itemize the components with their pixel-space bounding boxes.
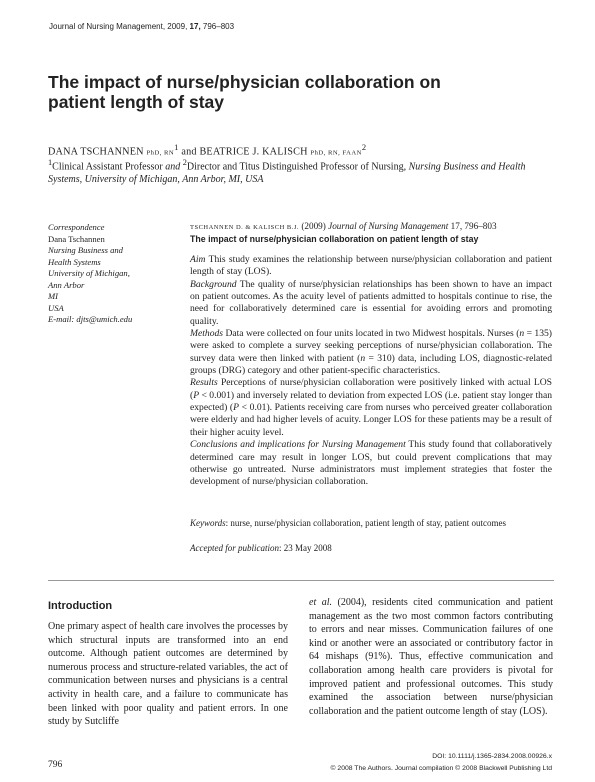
methods-text: = 310) data, including LOS, diagnostic-related groups (DRG) category and other patient-specific characteristics. (190, 352, 552, 377)
correspondence-line: USA (48, 302, 64, 313)
results-text: < 0.01). Patients receiving care from nurses who perceived greater collaboration were elderly and had higher levels of acuity. Longer LOS for these patients may be a result of their higher acuity level. (190, 402, 552, 438)
citation-journal: Journal of Nursing Management (328, 221, 449, 231)
citation-pages: 796–803 (464, 221, 497, 231)
abstract-conclusions (190, 439, 552, 488)
author-conjunction: and (178, 146, 200, 158)
methods-n: n (360, 352, 366, 364)
citation-line (190, 221, 497, 231)
methods-text: = 135) were asked to complete a survey seeking perceptions of nurse/physician collaboration. The survey data were then linked with patient ( (190, 328, 552, 364)
correspondence-label: Correspondence (48, 222, 105, 232)
abstract-aim (190, 254, 552, 279)
correspondence-block (48, 222, 178, 326)
affil-2-superscript: 2 (182, 158, 187, 167)
correspondence-line: Ann Arbor (48, 279, 85, 290)
aim-text: This study examines the relationship between nurse/physician collaboration and patient length of stay (LOS). (190, 254, 552, 278)
author-1-degrees: PhD, RN (146, 149, 175, 157)
accepted-label: Accepted for publication (190, 543, 279, 553)
results-text: < 0.001) and inversely related to deviation from expected LOS (i.e. patient stay longer than expected) ( (190, 389, 552, 414)
accepted-text: : 23 May 2008 (278, 543, 332, 553)
keywords (190, 518, 506, 528)
author-1-name: DANA TSCHANNEN (48, 146, 144, 158)
page-number: 796 (48, 760, 63, 770)
citation-authors: TSCHANNEN D. & KALISCH B.J. (190, 224, 300, 231)
accepted-date (190, 543, 332, 553)
results-p: P (233, 402, 239, 414)
aim-label: Aim (190, 254, 206, 265)
correspondence-line: MI (48, 291, 59, 301)
keywords-text: : nurse, nurse/physician collaboration, patient length of stay, patient outcomes (225, 518, 507, 528)
correspondence-line: Health Systems (48, 256, 101, 267)
affil-institution: Nursing Business and Health Systems, University of Michigan, Ann Arbor, MI, USA (48, 161, 526, 186)
author-1-superscript: 1 (174, 142, 179, 152)
methods-n: n (519, 328, 525, 340)
citation-volume: 17, (450, 221, 463, 231)
conclusions-label: Conclusions and implications for Nursing Management (190, 439, 406, 451)
column-2-text: (2004), residents cited communication and patient management as the two most common factors contributing to errors and near misses. Communication failures of one kind or another were an associated or contributory factor in 64 mishaps (91%). Thus, effective communication and collaboration among health care providers is pivotal for improved patient and professional outcomes. This study examined the association between nurse/physician collaboration and the patient outcome length of stay (LOS). (309, 597, 553, 717)
affil-role-1: Clinical Assistant Professor (52, 161, 163, 173)
methods-text: Data were collected on four units located in two Midwest hospitals. Nurses ( (225, 328, 520, 340)
background-text: The quality of nurse/physician relationships has been shown to have an impact on patient outcomes. As the acuity level of patients admitted to hospitals continue to rise, the need for collaboratively determined care is essential for avoiding errors and promoting quality. (190, 278, 552, 327)
background-label: Background (190, 278, 237, 290)
introduction-heading: Introduction (48, 600, 113, 612)
results-label: Results (190, 377, 218, 389)
author-2-superscript: 2 (361, 142, 367, 152)
author-2-name: BEATRICE J. KALISCH (199, 146, 308, 158)
results-text: Perceptions of nurse/physician collaboration were positively linked with actual LOS ( (190, 377, 552, 401)
section-divider (48, 580, 554, 581)
introduction-column-1: One primary aspect of health care involves the processes by which structural inputs are transformed into an end outcome. Although patient outcomes are determined by numerous process and structure-related variables, the act of communication between nurses and physicians is a central activity in health care, and a failure to communicate has been linked with poor quality and patient errors. In one study by Sutcliffe (48, 621, 288, 728)
et-al: et al. (309, 597, 332, 608)
copyright: © 2008 The Authors. Journal compilation © 2008 Blackwell Publishing Ltd (330, 765, 552, 772)
journal-header (49, 22, 234, 31)
abstract (190, 254, 552, 489)
abstract-background (190, 279, 552, 328)
journal-pages: 796–803 (202, 22, 235, 31)
results-p: P (193, 389, 200, 401)
affil-1-superscript: 1 (48, 158, 53, 167)
author-2-degrees: PhD, RN, FAAN (310, 149, 362, 157)
correspondence-name: Dana Tschannen (48, 233, 105, 244)
affil-role-2: Director and Titus Distinguished Professor of Nursing, (186, 161, 407, 173)
introduction-column-2 (309, 596, 553, 718)
affil-conjunction: and (165, 161, 181, 173)
journal-name: Journal of Nursing Management, 2009, (49, 22, 188, 31)
conclusions-text: This study found that collaboratively determined care may result in longer LOS, but could prevent complications that may otherwise go untreated. Nurse administrators must implement strategies that foster the development of nurse/physician collaboration. (190, 439, 552, 488)
citation-year: (2009) (301, 221, 326, 231)
methods-label: Methods (190, 328, 224, 340)
abstract-methods (190, 328, 552, 377)
journal-volume: 17, (189, 22, 201, 31)
abstract-results (190, 377, 552, 439)
citation-title: The impact of nurse/physician collaboration on patient length of stay (190, 234, 479, 244)
correspondence-line: University of Michigan, (48, 268, 130, 278)
article-title: The impact of nurse/physician collaboration on patient length of stay (48, 72, 441, 112)
correspondence-line: Nursing Business and (48, 245, 123, 255)
doi: DOI: 10.1111/j.1365-2834.2008.00926.x (432, 753, 552, 760)
correspondence-email: E-mail: djts@umich.edu (48, 314, 133, 324)
affiliations (48, 156, 548, 186)
keywords-label: Keywords (190, 518, 226, 528)
